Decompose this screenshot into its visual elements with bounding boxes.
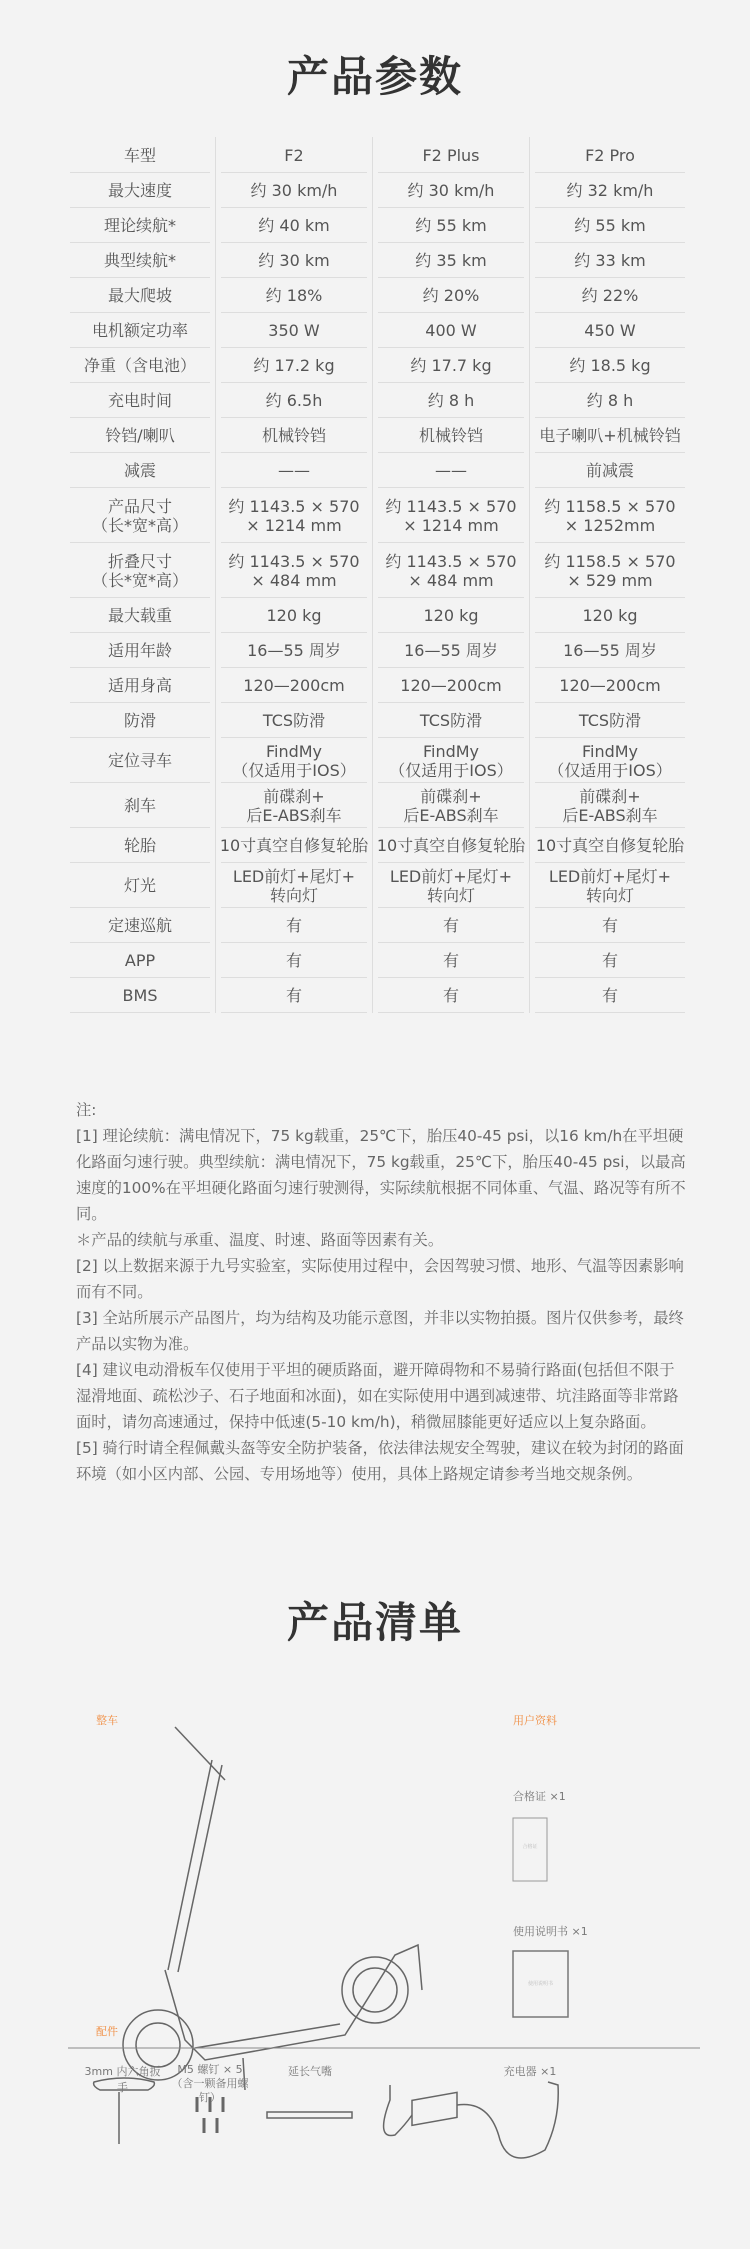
spec-value: 约 1143.5 × 570 × 484 mm bbox=[372, 543, 529, 598]
spec-value: 约 40 km bbox=[215, 208, 372, 243]
manual-label: 使用说明书 ×1 bbox=[513, 1925, 588, 1938]
spec-value: 约 1143.5 × 570 × 1214 mm bbox=[215, 488, 372, 543]
spec-value: 约 30 km/h bbox=[215, 173, 372, 208]
manual-cover-text: 使用说明书 bbox=[527, 1981, 553, 1987]
spec-value: 120 kg bbox=[372, 598, 529, 633]
spec-value: 350 W bbox=[215, 313, 372, 348]
row-label: 定位寻车 bbox=[65, 738, 215, 783]
spec-value: 有 bbox=[372, 978, 529, 1013]
spec-value: 10寸真空自修复轮胎 bbox=[529, 828, 690, 863]
row-label: 净重（含电池） bbox=[65, 348, 215, 383]
spec-value: 10寸真空自修复轮胎 bbox=[215, 828, 372, 863]
valve-label: 延长气嘴 bbox=[288, 2065, 332, 2078]
row-label: 适用身高 bbox=[65, 668, 215, 703]
spec-value: 400 W bbox=[372, 313, 529, 348]
spec-value: 约 30 km bbox=[215, 243, 372, 278]
spec-value: 约 18% bbox=[215, 278, 372, 313]
row-label: 灯光 bbox=[65, 863, 215, 908]
spec-value: 有 bbox=[372, 908, 529, 943]
row-label: 防滑 bbox=[65, 703, 215, 738]
row-label: APP bbox=[65, 943, 215, 978]
row-label: 电机额定功率 bbox=[65, 313, 215, 348]
note-paragraph: [3] 全站所展示产品图片，均为结构及功能示意图，并非以实物拍摄。图片仅供参考，最终产品以实物为准。 bbox=[76, 1309, 684, 1353]
row-label: 刹车 bbox=[65, 783, 215, 828]
spec-value: 120 kg bbox=[529, 598, 690, 633]
spec-value: 约 33 km bbox=[529, 243, 690, 278]
row-label: 最大载重 bbox=[65, 598, 215, 633]
spec-value: FindMy （仅适用于IOS） bbox=[372, 738, 529, 783]
spec-value: TCS防滑 bbox=[529, 703, 690, 738]
note-paragraph: [5] 骑行时请全程佩戴头盔等安全防护装备，依法律法规安全驾驶，建议在较为封闭的路面环境（如小区内部、公园、专用场地等）使用，具体上路规定请参考当地交规条例。 bbox=[76, 1439, 684, 1483]
spec-value: 有 bbox=[215, 908, 372, 943]
spec-value: —— bbox=[215, 453, 372, 488]
row-label: 最大速度 bbox=[65, 173, 215, 208]
spec-value: 16—55 周岁 bbox=[215, 633, 372, 668]
screws-label: M5 螺钉 × 5 （含一颗备用螺钉） bbox=[171, 2063, 249, 2104]
row-label: BMS bbox=[65, 978, 215, 1013]
cert-cover-text: 合格证 bbox=[522, 1844, 538, 1850]
row-label: 折叠尺寸 （长*宽*高） bbox=[65, 543, 215, 598]
spec-value: FindMy （仅适用于IOS） bbox=[529, 738, 690, 783]
spec-value: 约 20% bbox=[372, 278, 529, 313]
spec-value: 约 30 km/h bbox=[372, 173, 529, 208]
row-label: 定速巡航 bbox=[65, 908, 215, 943]
spec-value: 约 1143.5 × 570 × 1214 mm bbox=[372, 488, 529, 543]
spec-value: 约 1143.5 × 570 × 484 mm bbox=[215, 543, 372, 598]
spec-value: 约 17.7 kg bbox=[372, 348, 529, 383]
note-paragraph: [1] 理论续航：满电情况下，75 kg载重，25℃下，胎压40-45 psi，以16 km/h在平坦硬化路面匀速行驶。典型续航：满电情况下，75 kg载重，25℃下，胎压40-45 psi，以最高速度的100%在平坦硬化路面匀速行驶测得，实际续航根据不同体重、气温、路况等有所不同。 bbox=[76, 1127, 686, 1223]
spec-value: 约 17.2 kg bbox=[215, 348, 372, 383]
spec-value: F2 bbox=[215, 137, 372, 173]
spec-value: 120 kg bbox=[215, 598, 372, 633]
category-vehicle: 整车 bbox=[96, 1714, 118, 1727]
spec-value: —— bbox=[372, 453, 529, 488]
spec-value: FindMy （仅适用于IOS） bbox=[215, 738, 372, 783]
spec-value: 约 6.5h bbox=[215, 383, 372, 418]
spec-value: 120—200cm bbox=[529, 668, 690, 703]
note-paragraph: ＊产品的续航与承重、温度、时速、路面等因素有关。 bbox=[76, 1231, 444, 1249]
spec-value: 450 W bbox=[529, 313, 690, 348]
row-label: 车型 bbox=[65, 137, 215, 173]
spec-value: 约 18.5 kg bbox=[529, 348, 690, 383]
spec-value: 约 35 km bbox=[372, 243, 529, 278]
package-list-title: 产品清单 bbox=[286, 1598, 463, 1647]
row-label: 产品尺寸 （长*宽*高） bbox=[65, 488, 215, 543]
spec-value: LED前灯+尾灯+ 转向灯 bbox=[215, 863, 372, 908]
row-label: 轮胎 bbox=[65, 828, 215, 863]
spec-value: 前碟刹+ 后E-ABS刹车 bbox=[215, 783, 372, 828]
spec-value: F2 Pro bbox=[529, 137, 690, 173]
charger-label: 充电器 ×1 bbox=[503, 2065, 557, 2078]
spec-value: 电子喇叭+机械铃铛 bbox=[529, 418, 690, 453]
spec-value: LED前灯+尾灯+ 转向灯 bbox=[529, 863, 690, 908]
spec-value: 16—55 周岁 bbox=[529, 633, 690, 668]
spec-value: 约 22% bbox=[529, 278, 690, 313]
spec-value: 前减震 bbox=[529, 453, 690, 488]
spec-value: 前碟刹+ 后E-ABS刹车 bbox=[372, 783, 529, 828]
spec-value: 有 bbox=[215, 978, 372, 1013]
spec-value: 前碟刹+ 后E-ABS刹车 bbox=[529, 783, 690, 828]
spec-value: 约 55 km bbox=[372, 208, 529, 243]
spec-value: TCS防滑 bbox=[215, 703, 372, 738]
spec-value: 约 55 km bbox=[529, 208, 690, 243]
row-label: 适用年龄 bbox=[65, 633, 215, 668]
row-label: 最大爬坡 bbox=[65, 278, 215, 313]
note-paragraph: [2] 以上数据来源于九号实验室，实际使用过程中，会因驾驶习惯、地形、气温等因素影响而有不同。 bbox=[76, 1257, 684, 1301]
spec-value: TCS防滑 bbox=[372, 703, 529, 738]
row-label: 减震 bbox=[65, 453, 215, 488]
spec-value: 约 1158.5 × 570 × 529 mm bbox=[529, 543, 690, 598]
spec-value: 120—200cm bbox=[215, 668, 372, 703]
spec-value: F2 Plus bbox=[372, 137, 529, 173]
row-label: 典型续航* bbox=[65, 243, 215, 278]
spec-value: 有 bbox=[529, 908, 690, 943]
spec-value: 有 bbox=[529, 943, 690, 978]
spec-value: 有 bbox=[215, 943, 372, 978]
row-label: 理论续航* bbox=[65, 208, 215, 243]
wrench-label: 3mm 内六角扳手 bbox=[84, 2065, 161, 2094]
row-label: 铃铛/喇叭 bbox=[65, 418, 215, 453]
spec-value: 机械铃铛 bbox=[215, 418, 372, 453]
row-label: 充电时间 bbox=[65, 383, 215, 418]
note-paragraph: 注: bbox=[76, 1101, 97, 1119]
spec-value: 有 bbox=[372, 943, 529, 978]
spec-value: 120—200cm bbox=[372, 668, 529, 703]
spec-value: 有 bbox=[529, 978, 690, 1013]
spec-value: 16—55 周岁 bbox=[372, 633, 529, 668]
cert-label: 合格证 ×1 bbox=[513, 1790, 566, 1803]
category-accessories: 配件 bbox=[96, 2025, 118, 2038]
spec-value: 约 1158.5 × 570 × 1252mm bbox=[529, 488, 690, 543]
category-docs: 用户资料 bbox=[513, 1714, 557, 1727]
specs-title: 产品参数 bbox=[286, 52, 463, 101]
spec-value: 约 32 km/h bbox=[529, 173, 690, 208]
spec-value: 机械铃铛 bbox=[372, 418, 529, 453]
note-paragraph: [4] 建议电动滑板车仅使用于平坦的硬质路面，避开障碍物和不易骑行路面(包括但不限于湿滑地面、疏松沙子、石子地面和冰面)，如在实际使用中遇到减速带、坑洼路面等非常路面时，请勿高速通过，保持中低速(5-10 km/h)，稍微屈膝能更好适应以上复杂路面。 bbox=[76, 1361, 679, 1431]
spec-value: 约 8 h bbox=[529, 383, 690, 418]
spec-value: 10寸真空自修复轮胎 bbox=[372, 828, 529, 863]
spec-value: LED前灯+尾灯+ 转向灯 bbox=[372, 863, 529, 908]
spec-value: 约 8 h bbox=[372, 383, 529, 418]
